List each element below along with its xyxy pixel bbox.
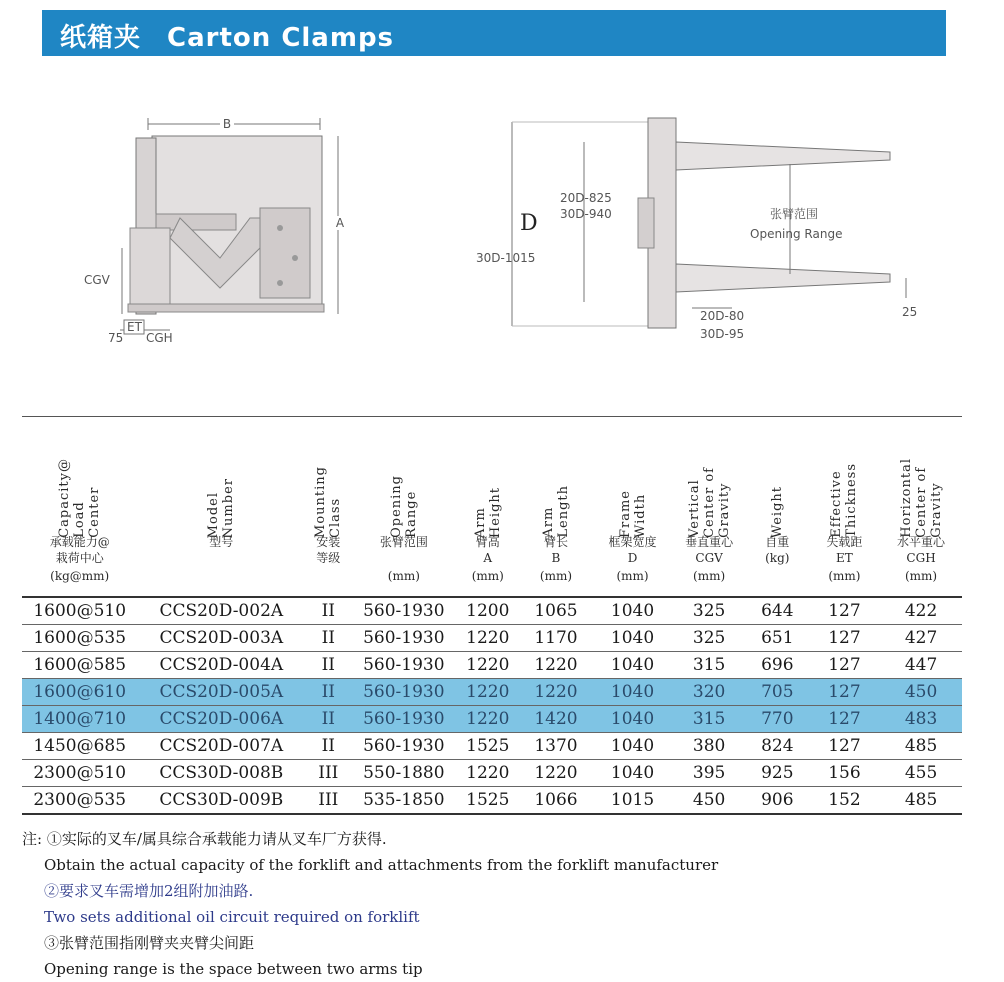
table-cell: 325	[672, 597, 745, 625]
table-cell: 380	[672, 733, 745, 760]
side-view-diagram	[84, 108, 360, 358]
table-cell: CCS20D-002A	[137, 597, 305, 625]
table-cell: 1600@585	[22, 652, 137, 679]
column-header-cn: 臂高 A	[475, 535, 500, 565]
table-cell: CCS20D-003A	[137, 625, 305, 652]
column-header	[746, 420, 809, 597]
notes-section	[22, 826, 962, 982]
table-cell: 1066	[519, 787, 592, 815]
table-cell: II	[305, 733, 351, 760]
table-cell: 1040	[593, 679, 673, 706]
column-header-unit: (mm)	[539, 569, 573, 583]
opening-range-cn-label: 张臂范围	[770, 207, 819, 221]
table-cell: 1200	[456, 597, 519, 625]
dim-30d-95-label: 30D-95	[700, 327, 745, 341]
table-row	[22, 652, 962, 679]
dim-cgv-label: CGV	[84, 273, 110, 287]
table-cell: III	[305, 760, 351, 787]
table-cell: 1525	[456, 733, 519, 760]
table-cell: 152	[809, 787, 880, 815]
dim-20d-80-label: 20D-80	[700, 309, 745, 323]
table-cell: 2300@510	[22, 760, 137, 787]
table-cell: 1065	[519, 597, 592, 625]
table-cell: 1040	[593, 597, 673, 625]
column-header-unit: (mm)	[693, 569, 726, 583]
table-cell: 1170	[519, 625, 592, 652]
column-header	[809, 420, 880, 597]
table-cell: II	[305, 652, 351, 679]
table-cell: CCS20D-006A	[137, 706, 305, 733]
table-cell: 1400@710	[22, 706, 137, 733]
table-cell: II	[305, 625, 351, 652]
column-header	[519, 420, 592, 597]
table-cell: II	[305, 706, 351, 733]
table-cell: 315	[672, 706, 745, 733]
table-cell: 1220	[519, 760, 592, 787]
table-cell: 2300@535	[22, 787, 137, 815]
table-cell: II	[305, 679, 351, 706]
table-cell: 560-1930	[351, 733, 456, 760]
table-cell: 651	[746, 625, 809, 652]
dim-cgh-label: CGH	[146, 331, 173, 345]
column-header-en: Weight	[769, 485, 785, 538]
page-title	[60, 17, 394, 54]
table-cell: 1370	[519, 733, 592, 760]
table-cell: 483	[880, 706, 962, 733]
column-header	[456, 420, 519, 597]
table-cell: 127	[809, 679, 880, 706]
table-row	[22, 760, 962, 787]
table-cell: II	[305, 597, 351, 625]
table-cell: 1220	[456, 679, 519, 706]
table-cell: III	[305, 787, 351, 815]
column-header-cn: 垂直重心 CGV	[685, 535, 734, 565]
title-banner	[42, 10, 946, 56]
table-cell: 1220	[456, 625, 519, 652]
table-row	[22, 787, 962, 815]
table-cell: 127	[809, 597, 880, 625]
table-cell: 560-1930	[351, 679, 456, 706]
table-cell: 395	[672, 760, 745, 787]
table-cell: 485	[880, 787, 962, 815]
table-cell: 705	[746, 679, 809, 706]
column-header-cn: 水平重心 CGH	[897, 535, 946, 565]
table-cell: 1040	[593, 625, 673, 652]
table-cell: 450	[672, 787, 745, 815]
table-row	[22, 597, 962, 625]
note-1-cn: 注: ①实际的叉车/属具综合承载能力请从叉车厂方获得.	[22, 830, 387, 848]
note-1-en: Obtain the actual capacity of the forklift and attachments from the forklift manufacturer	[44, 856, 719, 874]
column-header	[22, 420, 137, 597]
dim-a-label: A	[335, 216, 345, 230]
table-cell: 127	[809, 733, 880, 760]
table-cell: 1040	[593, 652, 673, 679]
table-cell: 315	[672, 652, 745, 679]
table-cell: 427	[880, 625, 962, 652]
table-cell: 560-1930	[351, 625, 456, 652]
dim-30d-1015-label: 30D-1015	[476, 251, 536, 265]
note-2-en: Two sets additional oil circuit required on forklift	[44, 908, 420, 926]
column-header-cn: 框架宽度 D	[608, 535, 657, 565]
table-cell: 925	[746, 760, 809, 787]
dim-25-label: 25	[902, 305, 918, 319]
table-cell: 320	[672, 679, 745, 706]
table-cell: 1220	[456, 652, 519, 679]
table-cell: 156	[809, 760, 880, 787]
table-cell: 325	[672, 625, 745, 652]
table-row	[22, 679, 962, 706]
dim-b-label: B	[222, 117, 232, 131]
column-header-en: Capacity@ Load Center	[57, 458, 103, 538]
table-cell: 1220	[456, 760, 519, 787]
table-cell: 127	[809, 706, 880, 733]
table-cell: 560-1930	[351, 652, 456, 679]
table-cell: 1220	[519, 679, 592, 706]
note-3-cn: ③张臂范围指刚臂夹夹臂尖间距	[44, 934, 255, 952]
table-cell: CCS20D-004A	[137, 652, 305, 679]
column-header-en: Mounting Class	[313, 466, 344, 538]
table-cell: 1450@685	[22, 733, 137, 760]
table-cell: 1015	[593, 787, 673, 815]
column-header-unit: (mm)	[904, 569, 938, 583]
table-header-row	[22, 420, 962, 597]
table-cell: 485	[880, 733, 962, 760]
table-cell: 696	[746, 652, 809, 679]
column-header-unit: (mm)	[828, 569, 861, 583]
table-cell: 1040	[593, 733, 673, 760]
opening-range-en-label: Opening Range	[750, 227, 843, 241]
table-cell: CCS20D-005A	[137, 679, 305, 706]
column-header-cn: 臂长 B	[543, 535, 568, 565]
title-en: Carton Clamps	[167, 23, 395, 53]
dim-30d-940-label: 30D-940	[560, 207, 612, 221]
note-2-cn: ②要求叉车需增加2组附加油路.	[44, 882, 254, 900]
column-header-cn: 承载能力@ 栽荷中心	[49, 535, 110, 565]
table-cell: 560-1930	[351, 597, 456, 625]
dim-20d-825-label: 20D-825	[560, 191, 612, 205]
column-header	[880, 420, 962, 597]
column-header-en: Horizontal Center of Gravity	[898, 458, 944, 538]
table-row	[22, 706, 962, 733]
table-cell: 824	[746, 733, 809, 760]
table-cell: 1040	[593, 760, 673, 787]
table-cell: 127	[809, 652, 880, 679]
note-3-en: Opening range is the space between two arms tip	[44, 960, 423, 978]
column-header-unit: (mm)	[471, 569, 504, 583]
column-header-en: Opening Range	[388, 475, 419, 538]
top-view-diagram	[472, 108, 932, 358]
column-header-unit: (mm)	[616, 569, 649, 583]
column-header	[672, 420, 745, 597]
column-header-unit: (mm)	[387, 569, 420, 583]
table-cell: 1600@510	[22, 597, 137, 625]
table-cell: 1600@535	[22, 625, 137, 652]
column-header-en: Effective Thickness	[829, 463, 860, 538]
table-cell: 450	[880, 679, 962, 706]
column-header	[305, 420, 351, 597]
table-cell: 1420	[519, 706, 592, 733]
table-cell: 906	[746, 787, 809, 815]
column-header-en: Vertical Center of Gravity	[686, 467, 732, 538]
table-cell: 535-1850	[351, 787, 456, 815]
table-row	[22, 733, 962, 760]
column-header-unit: (kg@mm)	[50, 569, 110, 583]
table-cell: CCS20D-007A	[137, 733, 305, 760]
column-header	[137, 420, 305, 597]
table-cell: 1040	[593, 706, 673, 733]
table-cell: 644	[746, 597, 809, 625]
table-body	[22, 597, 962, 814]
dim-et-label: ET	[127, 320, 142, 334]
table-cell: CCS30D-008B	[137, 760, 305, 787]
table-cell: 560-1930	[351, 706, 456, 733]
column-header-en: Frame Width	[617, 489, 648, 538]
table-row	[22, 625, 962, 652]
column-header-cn: 自重 (kg)	[765, 535, 790, 565]
table-cell: CCS30D-009B	[137, 787, 305, 815]
table-cell: 447	[880, 652, 962, 679]
table-cell: 1220	[519, 652, 592, 679]
column-header-en: Model Number	[206, 477, 237, 538]
column-header-en: Arm Length	[540, 485, 571, 538]
column-header-en: Arm Height	[472, 486, 503, 538]
column-header	[351, 420, 456, 597]
column-header	[593, 420, 673, 597]
table-cell: 422	[880, 597, 962, 625]
table-cell: 770	[746, 706, 809, 733]
table-cell: 127	[809, 625, 880, 652]
spec-table	[22, 420, 962, 815]
table-cell: 1600@610	[22, 679, 137, 706]
table-top-rule	[22, 416, 962, 417]
column-header-cn: 型号	[209, 535, 234, 549]
dim-75-label: 75	[108, 331, 124, 345]
column-header-cn: 失载距 ET	[826, 535, 863, 565]
table-cell: 1525	[456, 787, 519, 815]
table-cell: 1220	[456, 706, 519, 733]
table-cell: 550-1880	[351, 760, 456, 787]
dim-d-label: D	[520, 211, 538, 236]
column-header-cn: 张臂范围	[379, 535, 428, 549]
column-header-cn: 安装 等级	[316, 535, 341, 565]
title-cn: 纸箱夹	[60, 23, 142, 53]
table-cell: 455	[880, 760, 962, 787]
